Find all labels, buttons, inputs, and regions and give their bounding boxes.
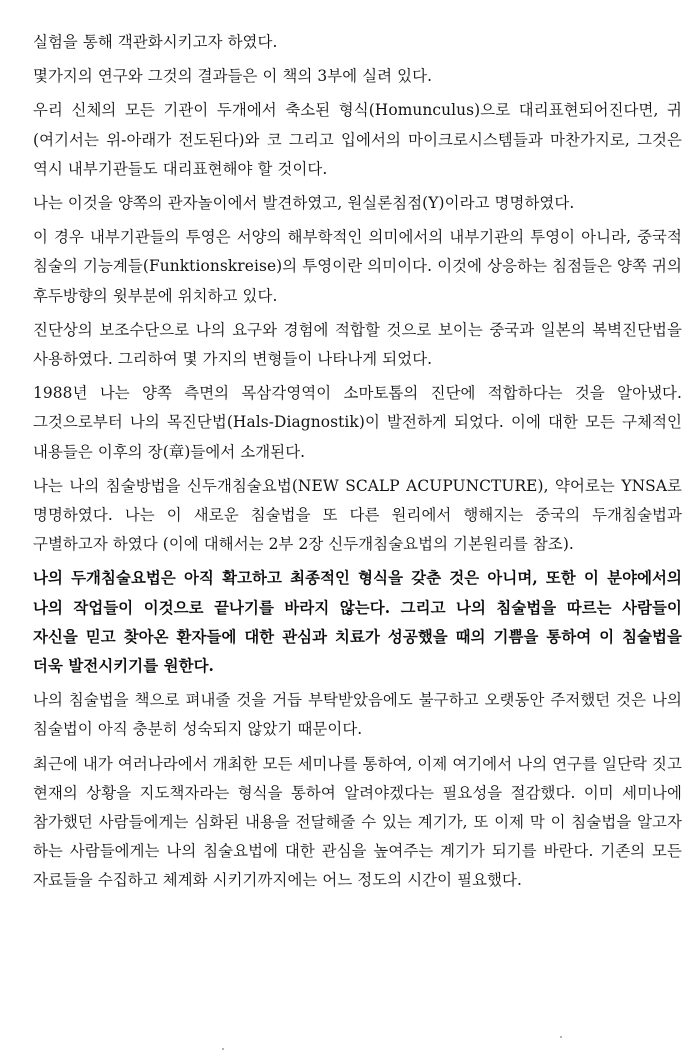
- paragraph-neck-diagnosis: 1988년 나는 양쪽 측면의 목삼각영역이 소마토톱의 진단에 적합하다는 것을 알아냈다. 그것으로부터 나의 목진단법(Hals-Diagnostik)이 발전하게 되었다. 이에 대한 모든 구체적인 내용들은 이후의 장(章)들에서 소개된다.: [33, 384, 682, 461]
- paragraph-abdominal-diagnosis: 진단상의 보조수단으로 나의 요구와 경험에 적합할 것으로 보이는 중국과 일본의 복벽진단법을 사용하였다. 그리하여 몇 가지의 변형들이 나타나게 되었다.: [33, 320, 682, 369]
- paragraph-method-development: 나의 두개침술요법은 아직 확고하고 최종적인 형식을 갖춘 것은 아니며, 또한 이 분야에서의 나의 작업들이 이것으로 끝나기를 바라지 않는다. 그리고 나의 침술법을 따르는 사람들이 자신을 믿고 찾아온 환자들에 대한 관심과 치료가 성공했을 때의 기쁨을 통하여 이 침술법을 더욱 발전시키기를 원한다.: [33, 569, 682, 676]
- scan-speck: [560, 1036, 562, 1038]
- paragraph-y-points: 나는 이것을 양쪽의 관자놀이에서 발견하였고, 원실론침점(Y)이라고 명명하였다.: [33, 194, 575, 213]
- paragraph-research-results: 몇가지의 연구와 그것의 결과들은 이 책의 3부에 실려 있다.: [33, 67, 433, 86]
- paragraph-publication-hesitation: 나의 침술법을 책으로 펴내줄 것을 거듭 부탁받았음에도 불구하고 오랫동안 주저했던 것은 나의 침술법이 아직 충분히 성숙되지 않았기 때문이다.: [33, 691, 682, 739]
- paragraph-organ-projection: 이 경우 내부기관들의 투영은 서양의 해부학적인 의미에서의 내부기관의 투영이 아니라, 중국적 침술의 기능계들(Funktionskreise)의 투영이란 의미이다. 이것에 상응하는 침점들은 양쪽 귀의 후두방향의 윗부분에 위치하고 있다.: [33, 228, 682, 305]
- scan-speck: [222, 1048, 224, 1050]
- paragraph-seminars: 최근에 내가 여러나라에서 개최한 모든 세미나를 통하여, 이제 여기에서 나의 연구를 일단락 짓고 현재의 상황을 지도책자라는 형식을 통하여 알려야겠다는 필요성을 절감했다. 이미 세미나에 참가했던 사람들에게는 심화된 내용을 전달해줄 수 있는 계기가, 또 이제 막 이 침술법을 알고자 하는 사람들에게는 나의 침술요법에 대한 관심을 높여주는 계기가 되기를 바란다. 기존의 모든 자료들을 수집하고 체계화 시키기까지에는 어느 정도의 시간이 필요했다.: [33, 754, 682, 890]
- paragraph-ynsa-naming: 나는 나의 침술방법을 신두개침술요법(NEW SCALP ACUPUNCTURE), 약어로는 YNSA로 명명하였다. 나는 이 새로운 침술법을 또 다른 원리에서 행해지는 중국의 두개침술법과 구별하고자 하였다 (이에 대해서는 2부 2장 신두개침술요법의 기본원리를 참조).: [33, 476, 682, 554]
- paragraph-intro-continuation: 실험을 통해 객관화시키고자 하였다.: [33, 33, 278, 51]
- paragraph-homunculus: 우리 신체의 모든 기관이 두개에서 축소된 형식(Homunculus)으로 대리표현되어진다면, 귀(여기서는 위-아래가 전도된다)와 코 그리고 입에서의 마이크로시스템들과 마찬가지로, 그것은 역시 내부기관들도 대리표현해야 할 것이다.: [33, 101, 682, 178]
